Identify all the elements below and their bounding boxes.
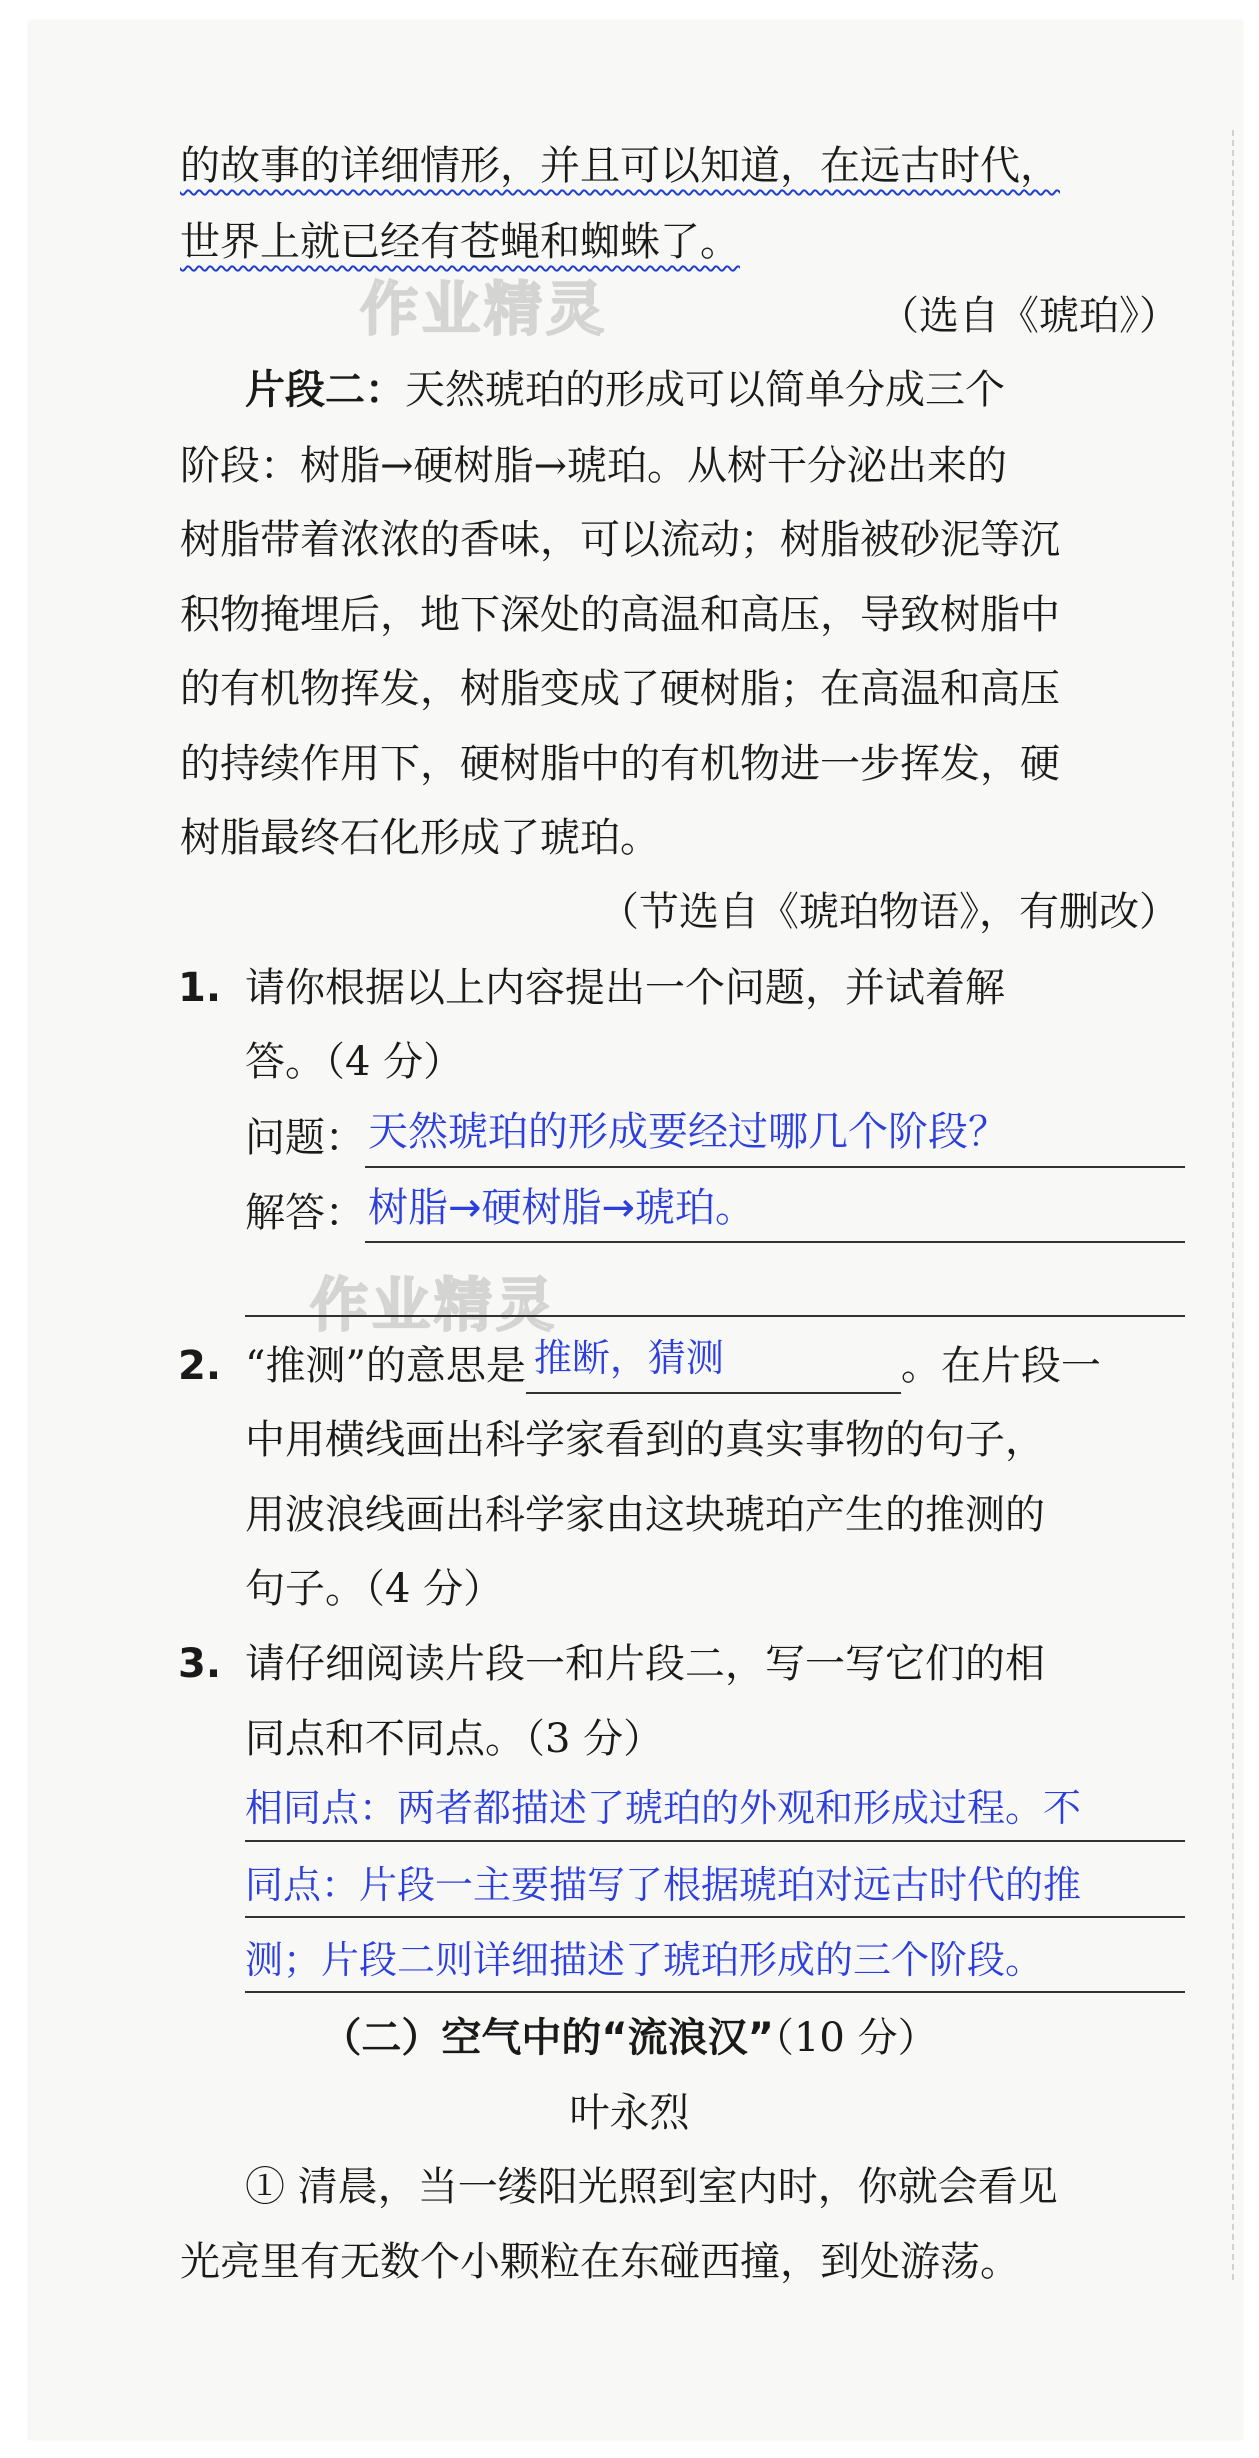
passage1-line1: 的故事的详细情形，并且可以知道，在远古时代， — [180, 143, 1060, 189]
q3-answer-line3[interactable]: 测；片段二则详细描述了琥珀形成的三个阶段。 — [245, 1938, 1044, 1982]
passage2-line5: 的有机物挥发，树脂变成了硬树脂；在高温和高压 — [180, 666, 1060, 712]
section2-title-score: （10 分） — [773, 2015, 938, 2061]
passage2-line6: 的持续作用下，硬树脂中的有机物进一步挥发，硬 — [180, 741, 1060, 787]
passage2-line4: 积物掩埋后，地下深处的高温和高压，导致树脂中 — [180, 592, 1060, 638]
passage2-line7: 树脂最终石化形成了琥珀。 — [180, 815, 660, 861]
q3-prompt-line1: 请仔细阅读片段一和片段二，写一写它们的相 — [245, 1641, 1045, 1687]
q3-prompt-line2: 同点和不同点。（3 分） — [245, 1716, 664, 1762]
q1-question-line — [365, 1166, 1185, 1168]
q1-number: 1. — [178, 965, 222, 1011]
passage2-line3: 树脂带着浓浓的香味，可以流动；树脂被砂泥等沉 — [180, 517, 1060, 563]
q3-rule3 — [245, 1991, 1185, 1993]
q3-number: 3. — [178, 1641, 222, 1687]
passage2-label: 片段二： — [245, 366, 405, 413]
q2-fill-blank[interactable] — [526, 1336, 901, 1394]
passage1-line2: 世界上就已经有苍蝇和蜘蛛了。 — [180, 219, 740, 265]
q1-answer-text[interactable]: 树脂→硬树脂→琥珀。 — [368, 1185, 756, 1231]
q3-rule2 — [245, 1916, 1185, 1918]
q1-answer-label: 解答： — [245, 1190, 365, 1236]
q2-prompt-line2: 中用横线画出科学家看到的真实事物的句子， — [245, 1417, 1045, 1463]
q1-answer-line1 — [365, 1241, 1185, 1243]
watermark-middle: 作业精灵 — [310, 1271, 559, 1339]
watermark-top: 作业精灵 — [360, 275, 609, 343]
q2-prompt-line3: 用波浪线画出科学家由这块琥珀产生的推测的 — [245, 1492, 1045, 1538]
q2-prompt-line4: 句子。（4 分） — [245, 1566, 504, 1612]
q2-fill-answer: 推断，猜测 — [533, 1336, 724, 1380]
q2-prefix: “推测”的意思是 — [245, 1343, 526, 1389]
q1-prompt-line2: 答。（4 分） — [245, 1039, 464, 1085]
q3-rule1 — [245, 1840, 1185, 1842]
q1-question-answer[interactable]: 天然琥珀的形成要经过哪几个阶段？ — [368, 1109, 1008, 1155]
section2-title — [0, 2010, 1259, 2066]
passage2-line2: 阶段：树脂→硬树脂→琥珀。从树干分泌出来的 — [180, 443, 1008, 489]
q2-number: 2. — [178, 1343, 222, 1389]
q2-suffix: 。在片段一 — [900, 1343, 1101, 1389]
q3-answer-line2[interactable]: 同点：片段一主要描写了根据琥珀对远古时代的推 — [245, 1863, 1082, 1907]
passage1-source: （选自《琥珀》） — [879, 293, 1179, 339]
q1-prompt-line1: 请你根据以上内容提出一个问题，并试着解 — [245, 965, 1005, 1011]
q1-question-label: 问题： — [245, 1115, 365, 1161]
section2-author: 叶永烈 — [569, 2090, 690, 2136]
passage2-line1 — [245, 362, 1245, 418]
passage2-line1-text: 天然琥珀的形成可以简单分成三个 — [405, 367, 1005, 413]
q2-prompt-line1 — [245, 1338, 1195, 1394]
section2-para1-line2: 光亮里有无数个小颗粒在东碰西撞，到处游荡。 — [180, 2239, 1020, 2285]
section2-title-main: （二）空气中的“流浪汉” — [321, 2015, 774, 2061]
binding-dashed-line — [1232, 130, 1234, 2280]
q1-answer-line2 — [245, 1315, 1185, 1317]
q3-answer-line1[interactable]: 相同点：两者都描述了琥珀的外观和形成过程。不 — [245, 1786, 1082, 1830]
passage2-source: （节选自《琥珀物语》，有删改） — [599, 889, 1179, 935]
section2-para1-line1: ① 清晨，当一缕阳光照到室内时，你就会看见 — [245, 2164, 1058, 2210]
